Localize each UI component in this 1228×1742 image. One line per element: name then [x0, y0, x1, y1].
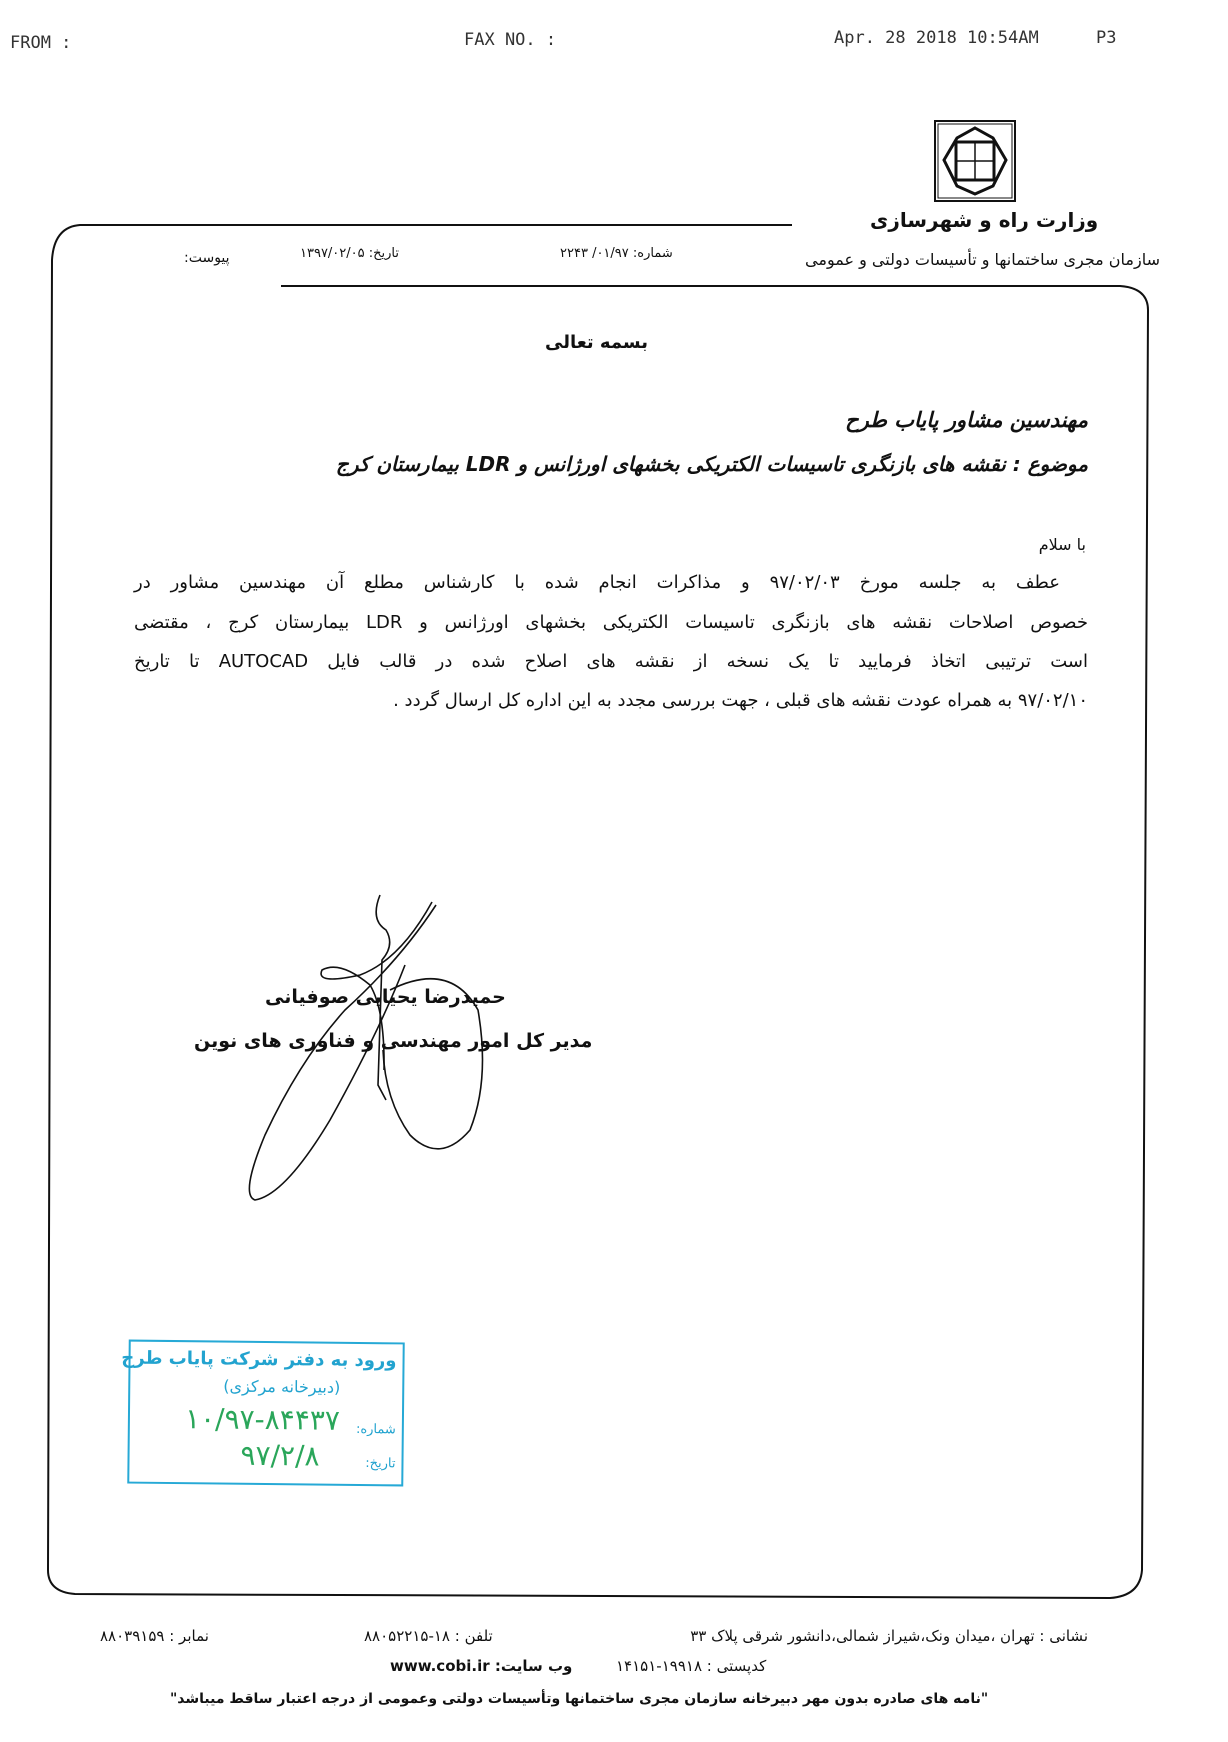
stamp-line1: ورود به دفتر شرکت پایاب طرح	[121, 1347, 397, 1372]
footer-notice: "نامه های صادره بدون مهر دبیرخانه سازمان مجری ساختمانها وتأسیسات دولتی وعمومی از درجه اعتبار ساقط میباشد"	[170, 1691, 989, 1707]
date-label: تاریخ:	[368, 246, 400, 261]
signatory-name: حمیدرضا یحیایی صوفیانی	[265, 986, 506, 1008]
fax-timestamp: Apr. 28 2018 10:54AM	[834, 28, 1039, 48]
greeting: با سلام	[1038, 535, 1086, 554]
ministry-logo	[935, 121, 1015, 201]
body-line: عطف به جلسه مورخ ۹۷/۰۲/۰۳ و مذاکرات انجام شده با کارشناس مطلع آن مهندسین مشاور در	[134, 572, 1060, 593]
body-line: ۹۷/۰۲/۱۰ به همراه عودت نقشه های قبلی ، جهت بررسی مجدد به این اداره کل ارسال گردد .	[393, 690, 1088, 711]
date-value: ۱۳۹۷/۰۲/۰۵	[300, 246, 365, 261]
received-stamp	[121, 1340, 404, 1487]
footer-address: نشانی : تهران ،میدان ونک،شیراز شمالی،دانشور شرقی پلاک ۳۳	[690, 1627, 1088, 1645]
body-line: است ترتیبی اتخاذ فرمایید تا یک نسخه از نقشه های اصلاح شده در قالب فایل AUTOCAD تا تاریخ	[134, 651, 1088, 672]
body-line: خصوص اصلاحات نقشه های بازنگری تاسیسات الکتریکی بخشهای اورژانس و LDR بیمارستان کرج ، مقتضی	[134, 612, 1088, 633]
organization-name: سازمان مجری ساختمانها و تأسیسات دولتی و عمومی	[805, 250, 1160, 269]
fax-from: FROM :	[10, 33, 72, 53]
number-label: شماره:	[632, 246, 673, 261]
ministry-name: وزارت راه و شهرسازی	[870, 208, 1099, 232]
footer-fax: نمابر : ۸۸۰۳۹۱۵۹	[100, 1627, 209, 1645]
fax-number: FAX NO. :	[464, 30, 557, 50]
stamp-line2: (دبیرخانه مرکزی)	[223, 1376, 341, 1397]
stamp-number-value: ۱۰/۹۷-۸۴۴۳۷	[184, 1402, 341, 1437]
footer-phone: تلفن : ۱۸-۸۸۰۵۲۲۱۵	[364, 1627, 493, 1645]
letter-date	[300, 246, 399, 261]
stamp-date-label: تاریخ:	[365, 1456, 396, 1472]
subject: موضوع : نقشه های بازنگری تاسیسات الکتریکی بخشهای اورژانس و LDR بیمارستان کرج	[335, 452, 1088, 476]
footer-postal-code: کدپستی : ۱۹۹۱۸-۱۴۱۵۱	[616, 1657, 767, 1675]
recipient: مهندسین مشاور پایاب طرح	[845, 408, 1088, 432]
fax-page: P3	[1096, 28, 1117, 48]
letter-number	[560, 246, 673, 261]
stamp-number-label: شماره:	[355, 1421, 396, 1438]
invocation: بسمه تعالی	[545, 332, 648, 353]
stamp-date-value: ۹۷/۲/۸	[240, 1438, 320, 1473]
attachment-label: پیوست:	[184, 250, 230, 266]
signatory-title: مدیر کل امور مهندسی و فناوری های نوین	[194, 1030, 593, 1052]
number-value: ۰۱/۹۷/ ۲۲۴۳	[560, 246, 629, 261]
footer-website[interactable]: وب سایت: www.cobi.ir	[390, 1657, 573, 1675]
